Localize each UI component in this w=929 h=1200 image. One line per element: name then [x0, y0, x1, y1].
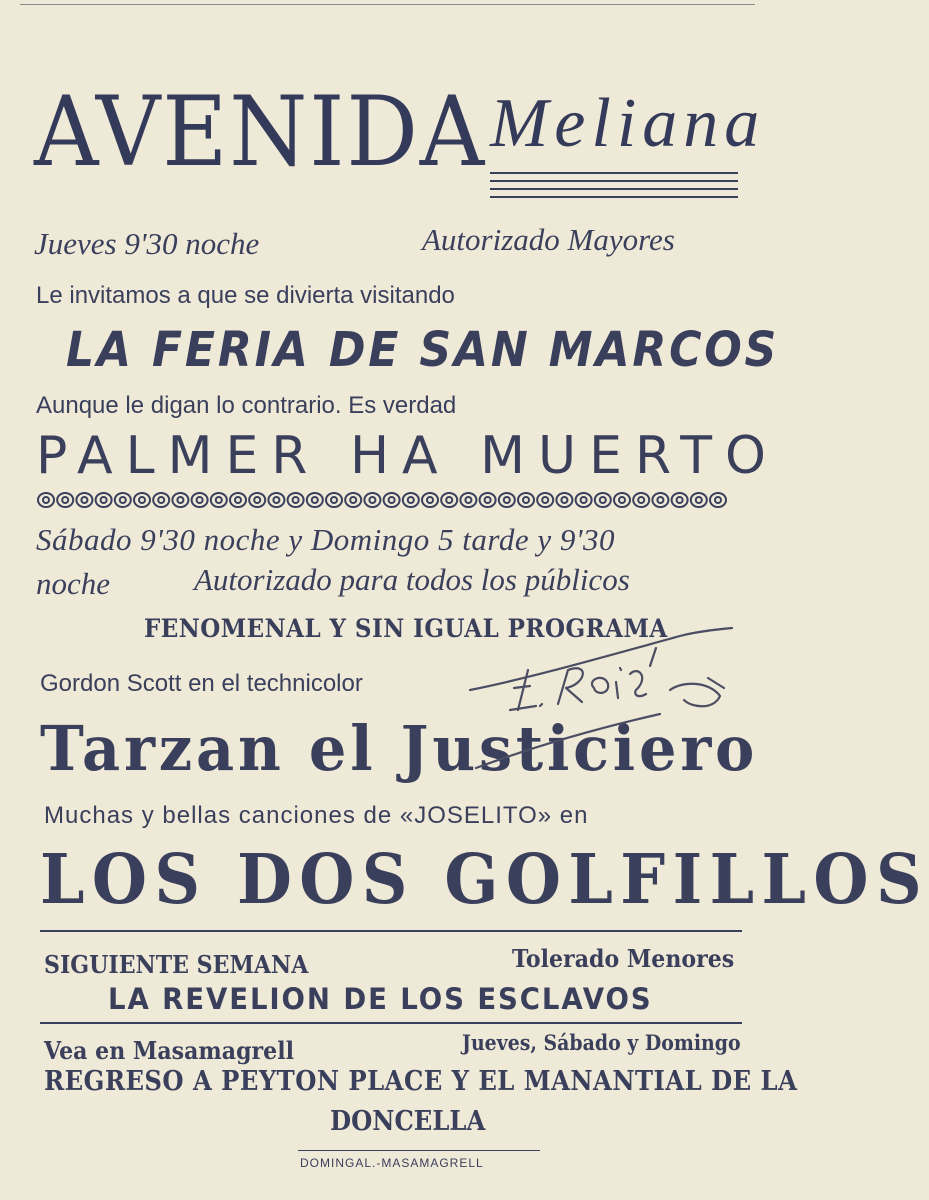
ornament-dot [120, 497, 126, 503]
ornament-ring [518, 493, 534, 507]
weekend-showtime-continued: noche [36, 566, 111, 601]
ornament-dot [216, 497, 222, 503]
next-week-label: SIGUIENTE SEMANA [44, 950, 309, 979]
ornament-ring [38, 493, 54, 507]
ornament-ring [249, 493, 265, 507]
ornament-ring [652, 493, 668, 507]
ornament-ring [480, 493, 496, 507]
ornament-dot [523, 497, 529, 503]
ornament-dot [177, 497, 183, 503]
ornament-ring [364, 493, 380, 507]
decorative-rule [490, 180, 738, 182]
cinema-name: AVENIDA [34, 76, 487, 188]
ornament-ring [691, 493, 707, 507]
ornament-dot [600, 497, 606, 503]
ornament-ring [115, 493, 131, 507]
film-title-feria-san-marcos: LA FERIA DE SAN MARCOS [66, 322, 780, 378]
ornament-dot [504, 497, 510, 503]
ornament-ring [172, 493, 188, 507]
ornament-dot [81, 497, 87, 503]
decorative-rule [490, 188, 738, 190]
ornament-ring [576, 493, 592, 507]
ornament-dot [158, 497, 164, 503]
ornament-dot [293, 497, 299, 503]
ornament-ring [230, 493, 246, 507]
ornament-dot [62, 497, 68, 503]
ornament-ring [672, 493, 688, 507]
ornament-dot [101, 497, 107, 503]
ornament-ring [288, 493, 304, 507]
ornament-ring [192, 493, 208, 507]
ornament-dot [369, 497, 375, 503]
actor-line: Gordon Scott en el technicolor [40, 670, 363, 697]
ornament-ring [595, 493, 611, 507]
ornament-dot [715, 497, 721, 503]
ornament-ring [76, 493, 92, 507]
ornament-ring [96, 493, 112, 507]
handwritten-signature [470, 618, 740, 778]
ornament-ring [307, 493, 323, 507]
ornament-ring [153, 493, 169, 507]
ornament-dot [427, 497, 433, 503]
ornament-dot [389, 497, 395, 503]
paper-top-edge [20, 4, 755, 5]
ornament-dot [312, 497, 318, 503]
ornament-dot [408, 497, 414, 503]
ornament-dot [465, 497, 471, 503]
thursday-rating: Autorizado Mayores [422, 222, 675, 257]
ornament-dot [542, 497, 548, 503]
ornament-ring [499, 493, 515, 507]
ornament-ring [710, 493, 726, 507]
section-divider [40, 930, 742, 932]
ornament-ring [211, 493, 227, 507]
ornament-dot [485, 497, 491, 503]
weekend-rating: Autorizado para todos los públicos [194, 562, 630, 597]
ornament-dot [581, 497, 587, 503]
ornament-dot [696, 497, 702, 503]
decorative-rule [490, 196, 738, 198]
next-week-rating: Tolerado Menores [512, 944, 735, 973]
ornament-dot [43, 497, 49, 503]
town-name: Meliana [490, 85, 766, 162]
ornament-dot [197, 497, 203, 503]
film-title-los-dos-golfillos: LOS DOS GOLFILLOS [40, 840, 929, 920]
thursday-invite-text: Le invitamos a que se divierta visitando [36, 282, 455, 309]
ornament-dot [235, 497, 241, 503]
ornament-dot [677, 497, 683, 503]
ornament-dot [657, 497, 663, 503]
film-title-palmer-ha-muerto: PALMER HA MUERTO [36, 426, 779, 486]
ornament-ring [57, 493, 73, 507]
thursday-showtime: Jueves 9'30 noche [34, 226, 260, 261]
ornament-dot [619, 497, 625, 503]
ornament-ring [460, 493, 476, 507]
ornament-dot [273, 497, 279, 503]
ornament-ring [384, 493, 400, 507]
ornament-ring [403, 493, 419, 507]
ornament-ring [556, 493, 572, 507]
ornament-ring [345, 493, 361, 507]
ornament-border [36, 490, 738, 510]
section-divider [40, 1022, 742, 1024]
printer-imprint: DOMINGAL.-MASAMAGRELL [300, 1156, 484, 1170]
thursday-tagline: Aunque le digan lo contrario. Es verdad [36, 392, 457, 419]
weekend-showtime: Sábado 9'30 noche y Domingo 5 tarde y 9'30 [36, 522, 615, 557]
ornament-ring [326, 493, 342, 507]
ornament-dot [446, 497, 452, 503]
film-title-tarzan: Tarzan el Justiciero [40, 712, 759, 785]
ornament-ring [268, 493, 284, 507]
ornament-dot [139, 497, 145, 503]
ornament-ring [633, 493, 649, 507]
ornament-ring [441, 493, 457, 507]
printer-rule [298, 1150, 540, 1151]
program-headline: FENOMENAL Y SIN IGUAL PROGRAMA [144, 614, 668, 643]
songs-line: Muchas y bellas canciones de «JOSELITO» en [44, 802, 589, 829]
decorative-rule [490, 172, 738, 174]
film-title-revelion-esclavos: LA REVELION DE LOS ESCLAVOS [108, 982, 653, 1016]
film-title-peyton-place-continued: DONCELLA [330, 1106, 486, 1137]
film-title-peyton-place: REGRESO A PEYTON PLACE Y EL MANANTIAL DE LA [44, 1066, 798, 1097]
ornament-ring [422, 493, 438, 507]
ornament-ring [134, 493, 150, 507]
masamagrell-days: Jueves, Sábado y Domingo [462, 1030, 741, 1055]
ornament-dot [561, 497, 567, 503]
ornament-dot [638, 497, 644, 503]
ornament-ring [537, 493, 553, 507]
ornament-dot [254, 497, 260, 503]
ornament-dot [331, 497, 337, 503]
ornament-dot [350, 497, 356, 503]
ornament-ring [614, 493, 630, 507]
masamagrell-label: Vea en Masamagrell [44, 1036, 294, 1065]
